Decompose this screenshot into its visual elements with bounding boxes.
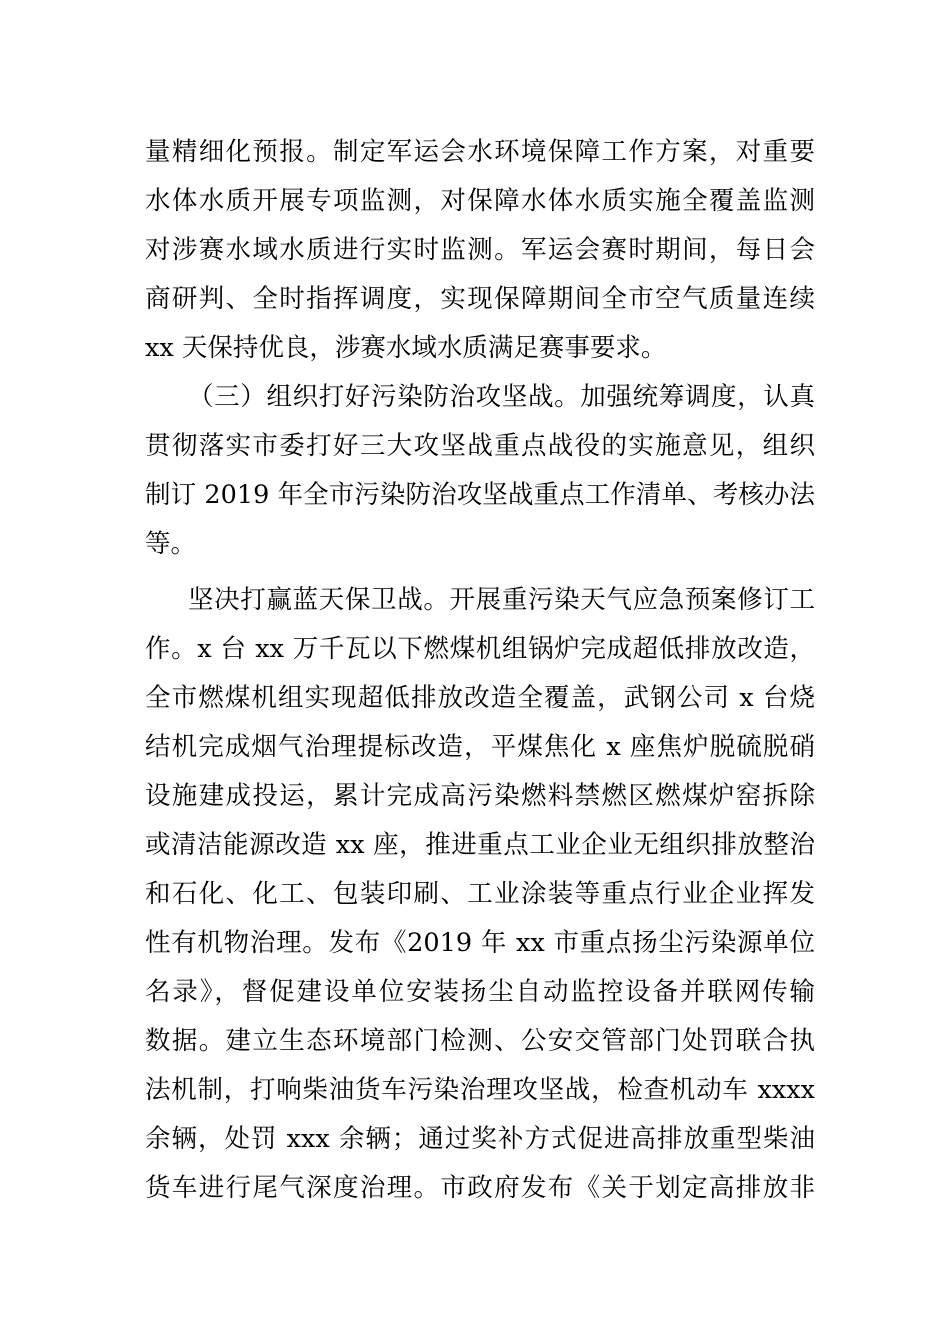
text-line-20: 法机制，打响柴油货车污染治理攻坚战，检查机动车 xxxx [145, 1075, 815, 1105]
text-line-5: xx 天保持优良，涉赛水域水质满足赛事要求。 [145, 333, 667, 363]
text-line-14: 设施建成投运，累计完成高污染燃料禁燃区燃煤炉窑拆除 [145, 781, 815, 811]
text-line-11: 作。x 台 xx 万千瓦以下燃煤机组锅炉完成超低排放改造， [145, 634, 815, 664]
text-line-21: 余辆，处罚 xxx 余辆；通过奖补方式促进高排放重型柴油 [145, 1124, 815, 1154]
text-line-7: 贯彻落实市委打好三大攻坚战重点战役的实施意见，组织 [145, 431, 815, 461]
text-line-22: 货车进行尾气深度治理。市政府发布《关于划定高排放非 [145, 1173, 815, 1203]
text-line-2: 水体水质开展专项监测，对保障水体水质实施全覆盖监测 [145, 186, 815, 216]
text-line-17: 性有机物治理。发布《2019 年 xx 市重点扬尘污染源单位 [145, 928, 815, 958]
text-line-1: 量精细化预报。制定军运会水环境保障工作方案，对重要 [145, 137, 815, 167]
paragraph-start-line: 坚决打赢蓝天保卫战。开展重污染天气应急预案修订工 [188, 585, 815, 615]
text-line-4: 商研判、全时指挥调度，实现保障期间全市空气质量连续 [145, 284, 815, 314]
text-line-18: 名录》，督促建设单位安装扬尘自动监控设备并联网传输 [145, 977, 815, 1007]
text-line-8: 制订 2019 年全市污染防治攻坚战重点工作清单、考核办法 [145, 480, 815, 510]
text-line-16: 和石化、化工、包装印刷、工业涂装等重点行业企业挥发 [145, 879, 815, 909]
text-line-9: 等。 [145, 529, 197, 559]
text-line-13: 结机完成烟气治理提标改造，平煤焦化 x 座焦炉脱硫脱硝 [145, 732, 815, 762]
text-line-3: 对涉赛水域水质进行实时监测。军运会赛时期间，每日会 [145, 235, 815, 265]
text-line-19: 数据。建立生态环境部门检测、公安交管部门处罚联合执 [145, 1026, 815, 1056]
text-line-12: 全市燃煤机组实现超低排放改造全覆盖，武钢公司 x 台烧 [145, 683, 815, 713]
section-heading-line: （三）组织打好污染防治攻坚战。加强统筹调度，认真 [188, 382, 815, 412]
text-line-15: 或清洁能源改造 xx 座，推进重点工业企业无组织排放整治 [145, 830, 815, 860]
